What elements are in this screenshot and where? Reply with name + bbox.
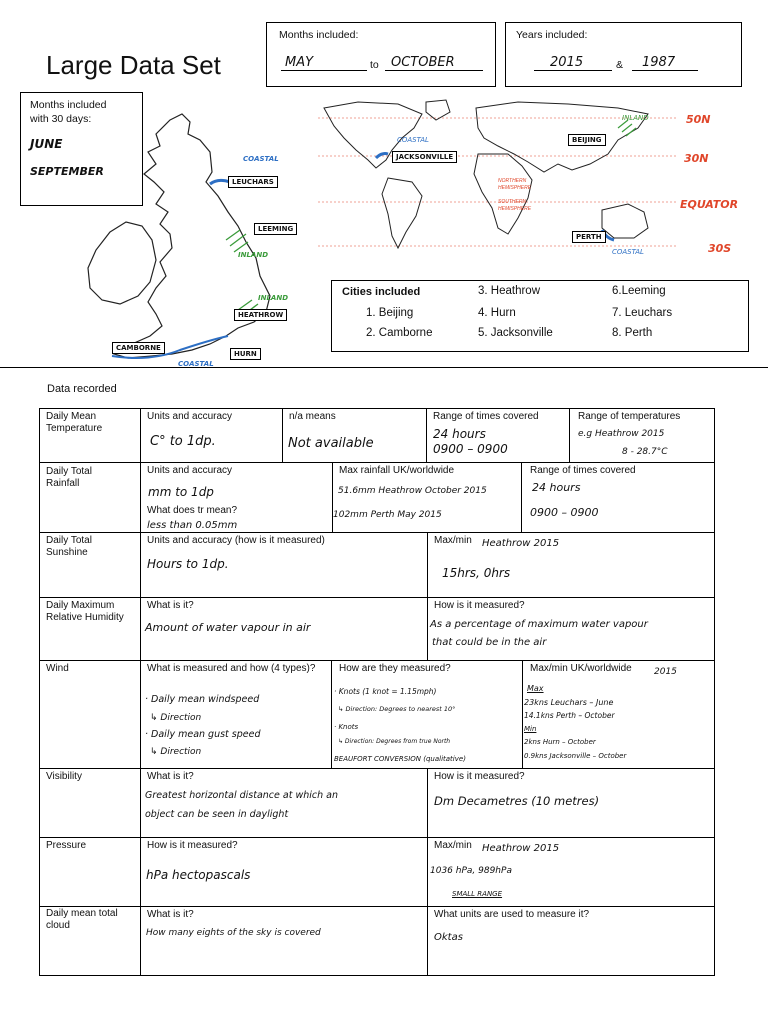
world-coastal-note-2: COASTAL xyxy=(612,248,644,256)
row-vis-a2: Dm Decametres (10 metres) xyxy=(434,794,600,808)
year-2: 1987 xyxy=(642,55,676,70)
tag-perth: PERTH xyxy=(572,231,606,243)
row-hum-a2b: that could be in the air xyxy=(432,637,547,648)
row-hum-q2: How is it measured? xyxy=(434,600,525,611)
northern-hemisphere-1: NORTHERN xyxy=(498,178,527,184)
city-5: 5. Jacksonville xyxy=(478,327,553,339)
row-wind-a2-3: ↳ Direction: Degrees from true North xyxy=(338,738,451,745)
row-wind-a2-2: · Knots xyxy=(334,723,359,731)
row-wind-a3-3: Min xyxy=(524,725,537,733)
tag-leeming: LEEMING xyxy=(254,223,297,235)
tag-jacksonville: JACKSONVILLE xyxy=(392,151,457,163)
row-wind-a2-1: ↳ Direction: Degrees to nearest 10° xyxy=(338,705,456,713)
row-wind-a2-0: · Knots (1 knot = 1.15mph) xyxy=(334,687,437,696)
month-from-line xyxy=(281,70,367,71)
row-rain-name: Daily Total Rainfall xyxy=(46,466,92,489)
thirty-day-label-1: Months included xyxy=(30,99,107,111)
northern-hemisphere-2: HEMISPHERE xyxy=(498,185,532,191)
page-title: Large Data Set xyxy=(46,50,221,80)
uk-coastal-note: COASTAL xyxy=(243,155,279,163)
row-rain-a3a: 24 hours xyxy=(532,481,581,494)
data-recorded-heading: Data recorded xyxy=(47,383,117,395)
tag-camborne: CAMBORNE xyxy=(112,342,165,354)
row-rain-a2a: 51.6mm Heathrow October 2015 xyxy=(338,486,487,496)
row-wind-a2-4: BEAUFORT CONVERSION (qualitative) xyxy=(334,755,466,763)
row-rain-q3: Range of times covered xyxy=(530,465,636,476)
row-vis-a1a: Greatest horizontal distance at which an xyxy=(145,790,338,801)
row-wind-a3-1: 23kns Leuchars – June xyxy=(524,698,614,707)
row-rain-a1b: less than 0.05mm xyxy=(147,520,238,531)
southern-hemisphere-1: SOUTHERN xyxy=(498,199,527,205)
tag-heathrow: HEATHROW xyxy=(234,309,287,321)
row-wind-q2: How are they measured? xyxy=(339,663,451,674)
month-from: MAY xyxy=(285,55,314,70)
row-pres-a2c: SMALL RANGE xyxy=(452,890,503,898)
city-1: 1. Beijing xyxy=(366,307,414,319)
cities-label: Cities included xyxy=(342,286,421,298)
row-pres-a2b: 1036 hPa, 989hPa xyxy=(430,866,512,876)
uk-coastal-note-2: COASTAL xyxy=(178,360,214,368)
row-wind-a1-0: · Daily mean windspeed xyxy=(145,694,260,705)
year-2-line xyxy=(632,70,698,71)
row-wind-a1-2: · Daily mean gust speed xyxy=(145,729,261,740)
row-vis-a1b: object can be seen in daylight xyxy=(145,809,289,820)
row-pres-q1: How is it measured? xyxy=(147,840,238,851)
tag-beijing: BEIJING xyxy=(568,134,606,146)
row-cloud-q2: What units are used to measure it? xyxy=(434,909,590,920)
row-rain-a1: mm to 1dp xyxy=(148,485,214,499)
row-temp-a3a: 24 hours xyxy=(433,427,486,441)
great-britain-outline xyxy=(114,114,270,358)
row-pres-a1: hPa hectopascals xyxy=(146,868,251,882)
row-wind-name: Wind xyxy=(46,663,69,674)
city-7: 7. Leuchars xyxy=(612,307,673,319)
cities-included-box xyxy=(331,280,749,352)
row-pres-q2: Max/min xyxy=(434,840,472,851)
row-temp-q1: Units and accuracy xyxy=(147,411,233,422)
row-wind-a3-year: 2015 xyxy=(654,667,677,677)
row-wind-name-cell xyxy=(39,660,141,769)
row-rain-q2: Max rainfall UK/worldwide xyxy=(339,465,455,476)
row-temp-a3b: 0900 – 0900 xyxy=(433,442,508,456)
uk-inland-note-2: INLAND xyxy=(258,294,289,302)
row-wind-a3-0: Max xyxy=(527,684,544,693)
month-to-word: to xyxy=(370,59,379,71)
uk-inland-note-1: INLAND xyxy=(238,251,269,259)
thirty-day-month-2: SEPTEMBER xyxy=(30,165,104,178)
row-rain-a3b: 0900 – 0900 xyxy=(530,506,599,519)
section-divider xyxy=(0,367,768,368)
row-temp-a4a: e.g Heathrow 2015 xyxy=(578,429,665,439)
ireland-outline xyxy=(88,222,156,304)
row-pres-a2a: Heathrow 2015 xyxy=(482,843,560,854)
row-vis-q1: What is it? xyxy=(147,771,194,782)
row-cloud-a1: How many eights of the sky is covered xyxy=(146,928,321,938)
row-sun-q1: Units and accuracy (how is it measured) xyxy=(147,535,325,546)
world-inland-note: INLAND xyxy=(622,114,649,122)
southern-hemisphere-2: HEMISPHERE xyxy=(498,206,532,212)
row-temp-a2: Not available xyxy=(288,436,374,451)
row-rain-q1: Units and accuracy xyxy=(147,465,233,476)
year-1-line xyxy=(534,70,612,71)
row-hum-a2a: As a percentage of maximum water vapour xyxy=(430,619,648,630)
row-temp-q3: Range of times covered xyxy=(433,411,539,422)
row-wind-a3-5: 0.9kns Jacksonville – October xyxy=(524,752,627,760)
world-coastal-note-1: COASTAL xyxy=(397,136,429,144)
tag-hurn: HURN xyxy=(230,348,261,360)
row-hum-a1: Amount of water vapour in air xyxy=(145,621,311,634)
years-included-box xyxy=(505,22,742,87)
row-cloud-q1: What is it? xyxy=(147,909,194,920)
row-temp-q2: n/a means xyxy=(289,411,336,422)
city-2: 2. Camborne xyxy=(366,327,433,339)
months-included-box xyxy=(266,22,496,87)
row-vis-q2: How is it measured? xyxy=(434,771,525,782)
row-hum-q1: What is it? xyxy=(147,600,194,611)
year-1: 2015 xyxy=(550,55,584,70)
row-sun-a2b: 15hrs, 0hrs xyxy=(442,566,511,580)
row-sun-name: Daily Total Sunshine xyxy=(46,535,92,558)
city-8: 8. Perth xyxy=(612,327,653,339)
row-temp-a1: C° to 1dp. xyxy=(150,434,216,449)
lat-30n: 30N xyxy=(684,152,709,165)
thirty-day-month-1: JUNE xyxy=(30,137,63,151)
year-amp: & xyxy=(616,59,624,71)
thirty-day-label-2: with 30 days: xyxy=(30,113,92,125)
city-4: 4. Hurn xyxy=(478,307,516,319)
row-rain-a2b: 102mm Perth May 2015 xyxy=(333,510,442,520)
row-temp-a4b: 8 - 28.7°C xyxy=(622,447,668,457)
month-to: OCTOBER xyxy=(391,55,455,70)
row-rain-q1b: What does tr mean? xyxy=(147,505,238,516)
row-wind-a3-2: 14.1kns Perth – October xyxy=(524,711,615,720)
tag-leuchars: LEUCHARS xyxy=(228,176,278,188)
row-wind-a1-3: ↳ Direction xyxy=(150,747,202,757)
row-sun-a1: Hours to 1dp. xyxy=(147,557,229,571)
uk-map xyxy=(60,100,330,370)
row-temp-name: Daily Mean Temperature xyxy=(46,411,103,434)
row-temp-q4: Range of temperatures xyxy=(578,411,681,422)
years-label: Years included: xyxy=(516,29,588,41)
row-wind-q3: Max/min UK/worldwide xyxy=(530,663,632,674)
lat-equator: EQUATOR xyxy=(680,198,739,211)
row-wind-q1: What is measured and how (4 types)? xyxy=(147,663,316,674)
row-wind-a1-1: ↳ Direction xyxy=(150,713,202,723)
row-sun-a2a: Heathrow 2015 xyxy=(482,538,560,549)
lat-50n: 50N xyxy=(686,113,711,126)
months-label: Months included: xyxy=(279,29,359,41)
city-3: 3. Heathrow xyxy=(478,285,541,297)
row-hum-name: Daily Maximum Relative Humidity xyxy=(46,600,124,623)
lat-30s: 30S xyxy=(708,242,732,255)
month-to-line xyxy=(385,70,483,71)
city-6: 6.Leeming xyxy=(612,285,666,297)
row-pres-name: Pressure xyxy=(46,840,87,851)
row-sun-q2: Max/min xyxy=(434,535,472,546)
row-cloud-a2: Oktas xyxy=(434,932,463,943)
row-wind-a3-4: 2kns Hurn – October xyxy=(524,738,596,746)
row-cloud-name: Daily mean total cloud xyxy=(46,908,118,931)
row-vis-name: Visibility xyxy=(46,771,82,782)
